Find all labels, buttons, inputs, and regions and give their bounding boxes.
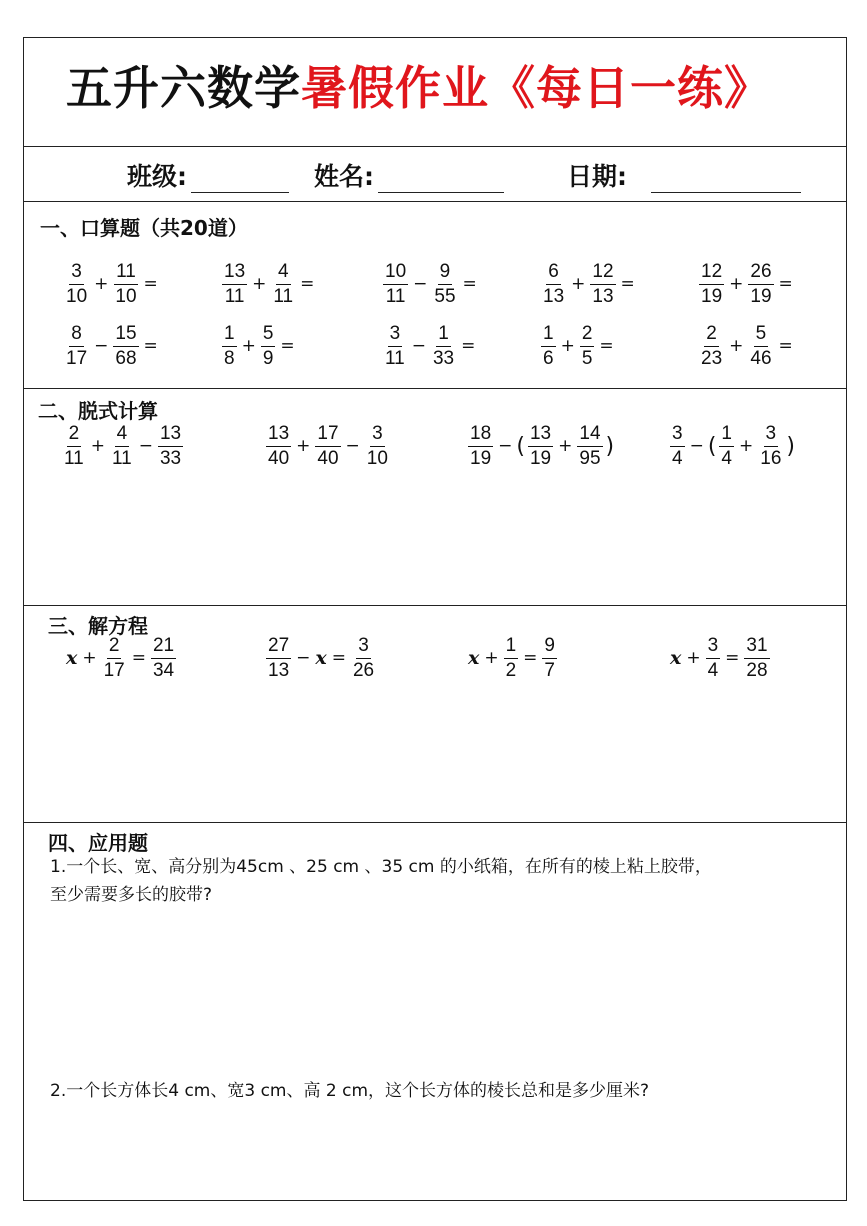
numerator: 4 (276, 262, 291, 285)
denominator: 16 (760, 447, 782, 469)
title-black: 五升六数学 (66, 61, 301, 115)
denominator: 28 (746, 659, 768, 681)
equation-problem-2 (264, 636, 378, 681)
denominator: 10 (66, 285, 88, 307)
numerator: 5 (261, 324, 276, 347)
parenthesis: ) (605, 433, 615, 459)
numerator: 13 (528, 424, 553, 447)
word-problem-1 (50, 853, 712, 909)
denominator: 5 (581, 347, 593, 369)
operator: = (143, 274, 158, 295)
operator: = (620, 274, 635, 295)
fraction (365, 424, 390, 469)
equation-problem-1 (64, 636, 178, 681)
denominator: 46 (750, 347, 772, 369)
section1-title: 一、口算题（共20道） (40, 216, 248, 240)
operator: + (94, 274, 109, 295)
fraction (110, 424, 134, 469)
class-blank[interactable] (191, 165, 289, 193)
fraction (542, 636, 557, 681)
oral-problem-6 (62, 324, 161, 369)
word-problem-2: 2.一个长方体长4 cm、宽3 cm、高 2 cm，这个长方体的棱长总和是多少厘米? (50, 1081, 650, 1101)
page-title (66, 52, 771, 118)
operator: + (296, 436, 311, 457)
operator: − (296, 648, 311, 669)
denominator: 11 (385, 285, 406, 307)
date-label: 日期: (567, 162, 627, 191)
denominator: 11 (111, 447, 132, 469)
equation-problem-4 (668, 636, 772, 681)
fraction (266, 424, 291, 469)
numerator: 1 (436, 324, 451, 347)
numerator: 3 (706, 636, 721, 659)
title-row (24, 38, 846, 147)
operator: − (345, 436, 360, 457)
section-step-calculation (24, 389, 846, 606)
denominator: 10 (115, 285, 137, 307)
numerator: 10 (383, 262, 408, 285)
parenthesis: ( (707, 433, 717, 459)
numerator: 12 (590, 262, 615, 285)
denominator: 6 (543, 347, 554, 369)
fraction (62, 424, 86, 469)
operator: = (778, 274, 793, 295)
denominator: 2 (505, 659, 517, 681)
step-problem-4 (668, 424, 796, 469)
parenthesis: ) (786, 433, 795, 459)
operator: = (599, 336, 614, 357)
denominator: 33 (432, 347, 455, 369)
numerator: 9 (438, 262, 453, 285)
operator: = (523, 648, 538, 669)
fraction (151, 636, 176, 681)
operator: − (138, 436, 153, 457)
fraction (699, 262, 724, 307)
operator: = (131, 648, 146, 669)
operator: + (560, 336, 575, 357)
fraction (706, 636, 721, 681)
numerator: 1 (541, 324, 556, 347)
fraction (528, 424, 553, 469)
fraction (383, 262, 408, 307)
denominator: 11 (385, 347, 405, 369)
operator: + (729, 274, 744, 295)
numerator: 2 (580, 324, 595, 347)
parenthesis: ( (516, 433, 525, 459)
operator: − (411, 336, 426, 357)
operator: − (413, 274, 428, 295)
step-problem-3 (466, 424, 615, 469)
operator: = (331, 648, 346, 669)
denominator: 19 (529, 447, 552, 469)
denominator: 10 (366, 447, 388, 469)
denominator: 17 (103, 659, 125, 681)
denominator: 23 (701, 347, 723, 369)
fraction (271, 262, 295, 307)
numerator: 18 (468, 424, 493, 447)
fraction (577, 424, 602, 469)
fraction (431, 324, 456, 369)
fraction (102, 636, 127, 681)
denominator: 19 (750, 285, 772, 307)
word-problem-1-line1: 1.一个长、宽、高分别为45cm 、25 cm 、35 cm 的小纸箱，在所有的棱上粘上胶带， (50, 857, 712, 877)
numerator: 3 (670, 424, 685, 447)
step-problem-2 (264, 424, 392, 469)
denominator: 4 (721, 447, 732, 469)
fraction (504, 636, 519, 681)
fraction (158, 424, 183, 469)
numerator: 21 (151, 636, 176, 659)
section2-title: 二、脱式计算 (38, 399, 158, 423)
oral-problem-3 (381, 262, 480, 307)
operator: = (462, 274, 477, 295)
date-blank[interactable] (651, 165, 801, 193)
oral-problem-8 (381, 324, 478, 369)
fraction (315, 424, 340, 469)
numerator: 1 (504, 636, 519, 659)
fraction (748, 262, 773, 307)
operator: = (143, 336, 158, 357)
numerator: 3 (370, 424, 385, 447)
denominator: 40 (317, 447, 339, 469)
word-problem-1-line2: 至少需要多长的胶带? (50, 885, 213, 905)
name-blank[interactable] (378, 165, 504, 193)
operator: + (739, 436, 754, 457)
operator: + (82, 648, 97, 669)
numerator: 1 (719, 424, 734, 447)
denominator: 33 (159, 447, 182, 469)
date-field (567, 157, 801, 193)
fraction (113, 324, 138, 369)
numerator: 13 (266, 424, 291, 447)
section-word-problems (24, 823, 846, 1202)
denominator: 26 (352, 659, 375, 681)
numerator: 9 (542, 636, 557, 659)
fraction (266, 636, 291, 681)
denominator: 19 (470, 447, 492, 469)
numerator: 31 (744, 636, 769, 659)
numerator: 2 (67, 424, 82, 447)
denominator: 8 (224, 347, 235, 369)
denominator: 19 (701, 285, 723, 307)
denominator: 4 (672, 447, 683, 469)
class-label: 班级: (127, 162, 187, 191)
numerator: 12 (699, 262, 724, 285)
denominator: 11 (64, 447, 84, 469)
numerator: 1 (222, 324, 237, 347)
numerator: 27 (266, 636, 291, 659)
fraction (748, 324, 773, 369)
section-oral-calculation (24, 202, 846, 389)
operator: + (241, 336, 256, 357)
fraction (64, 262, 89, 307)
numerator: 17 (315, 424, 340, 447)
numerator: 13 (222, 262, 247, 285)
operator: + (252, 274, 267, 295)
denominator: 9 (262, 347, 274, 369)
variable: x (468, 647, 480, 670)
fraction (468, 424, 493, 469)
name-field (314, 157, 504, 193)
name-label: 姓名: (314, 162, 374, 191)
fraction (351, 636, 376, 681)
section-equations (24, 606, 846, 823)
numerator: 14 (577, 424, 602, 447)
denominator: 17 (66, 347, 88, 369)
oral-problem-10 (697, 324, 796, 369)
denominator: 95 (579, 447, 601, 469)
denominator: 13 (543, 285, 565, 307)
worksheet (23, 37, 847, 1201)
operator: − (689, 436, 704, 457)
fraction (432, 262, 457, 307)
step-problem-1 (60, 424, 185, 469)
fraction (222, 324, 237, 369)
denominator: 4 (707, 659, 719, 681)
numerator: 6 (546, 262, 561, 285)
numerator: 15 (113, 324, 138, 347)
section4-title: 四、应用题 (48, 831, 148, 855)
operator: + (729, 336, 744, 357)
denominator: 68 (115, 347, 137, 369)
numerator: 2 (704, 324, 719, 347)
fraction (383, 324, 407, 369)
fraction (541, 324, 556, 369)
oral-problem-5 (697, 262, 796, 307)
fraction (719, 424, 734, 469)
operator: = (280, 336, 295, 357)
denominator: 40 (268, 447, 290, 469)
variable: x (66, 647, 78, 670)
info-row (24, 147, 846, 202)
title-red: 暑假作业《每日一练》 (301, 61, 771, 115)
numerator: 3 (69, 262, 84, 285)
operator: = (725, 648, 740, 669)
oral-problem-2 (220, 262, 317, 307)
class-field (127, 157, 289, 193)
numerator: 3 (356, 636, 371, 659)
numerator: 8 (69, 324, 84, 347)
operator: = (461, 336, 476, 357)
fraction (64, 324, 89, 369)
numerator: 2 (107, 636, 122, 659)
operator: − (94, 336, 109, 357)
operator: = (778, 336, 793, 357)
oral-problem-4 (539, 262, 638, 307)
denominator: 13 (268, 659, 290, 681)
fraction (580, 324, 595, 369)
operator: + (558, 436, 573, 457)
fraction (113, 262, 138, 307)
fraction (744, 636, 769, 681)
variable: x (670, 647, 682, 670)
operator: + (686, 648, 701, 669)
denominator: 34 (152, 659, 175, 681)
fraction (222, 262, 247, 307)
denominator: 13 (592, 285, 614, 307)
section3-title: 三、解方程 (48, 614, 148, 638)
fraction (670, 424, 685, 469)
numerator: 5 (754, 324, 769, 347)
equation-problem-3 (466, 636, 559, 681)
numerator: 4 (115, 424, 130, 447)
denominator: 7 (544, 659, 555, 681)
oral-problem-1 (62, 262, 161, 307)
operator: + (571, 274, 586, 295)
fraction (261, 324, 276, 369)
variable: x (315, 647, 327, 670)
denominator: 11 (273, 285, 294, 307)
numerator: 26 (748, 262, 773, 285)
denominator: 55 (434, 285, 456, 307)
numerator: 13 (158, 424, 183, 447)
oral-problem-7 (220, 324, 298, 369)
numerator: 3 (388, 324, 403, 347)
fraction (699, 324, 724, 369)
operator: + (90, 436, 105, 457)
fraction (541, 262, 566, 307)
fraction (590, 262, 615, 307)
fraction (758, 424, 783, 469)
numerator: 11 (114, 262, 138, 285)
operator: + (484, 648, 499, 669)
operator: − (498, 436, 513, 457)
operator: = (300, 274, 315, 295)
denominator: 11 (224, 285, 245, 307)
oral-problem-9 (539, 324, 617, 369)
numerator: 3 (764, 424, 779, 447)
